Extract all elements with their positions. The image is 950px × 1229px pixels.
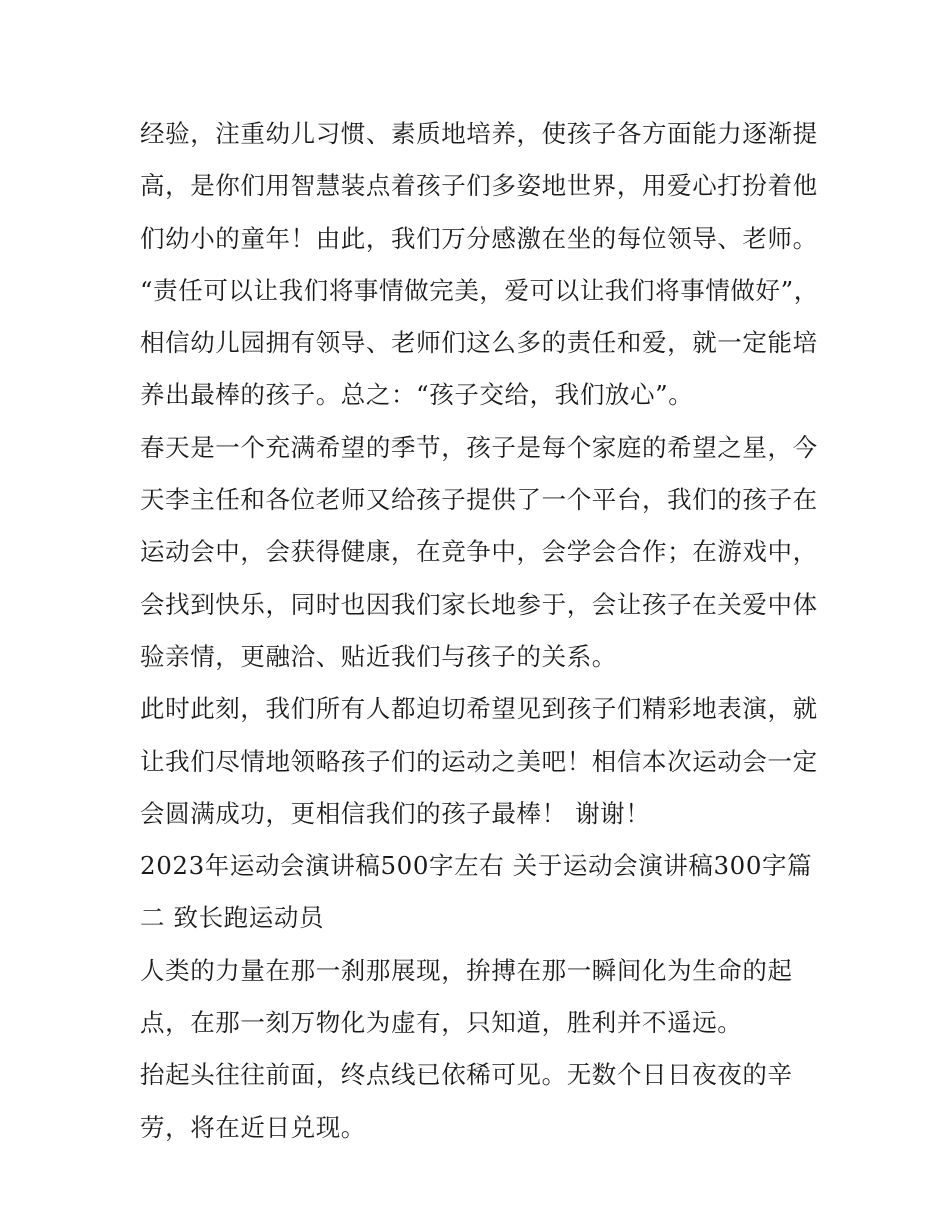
text-line: 养出最棒的孩子。总之：“孩子交给，我们放心”。 bbox=[140, 380, 694, 410]
section-heading-line: 2023年运动会演讲稿500字左右 关于运动会演讲稿300字篇 bbox=[140, 851, 813, 881]
text-line: 相信幼儿园拥有领导、老师们这么多的责任和爱，就一定能培 bbox=[140, 328, 818, 358]
text-line: 让我们尽情地领略孩子们的运动之美吧！相信本次运动会一定 bbox=[140, 746, 818, 776]
text-line: 此时此刻，我们所有人都迫切希望见到孩子们精彩地表演，就 bbox=[140, 694, 818, 724]
section-heading-line: 二 致长跑运动员 bbox=[140, 903, 325, 933]
text-line: 高，是你们用智慧装点着孩子们多姿地世界，用爱心打扮着他 bbox=[140, 171, 818, 201]
text-line: 验亲情，更融洽、贴近我们与孩子的关系。 bbox=[140, 641, 617, 671]
text-line: 们幼小的童年！由此，我们万分感激在坐的每位领导、老师。 bbox=[140, 223, 818, 253]
text-line: 会圆满成功，更相信我们的孩子最棒！ 谢谢！ bbox=[140, 798, 651, 828]
text-line: “责任可以让我们将事情做完美，爱可以让我们将事情做好”， bbox=[140, 275, 819, 305]
text-line: 天李主任和各位老师又给孩子提供了一个平台，我们的孩子在 bbox=[140, 485, 818, 515]
text-line: 经验，注重幼儿习惯、素质地培养，使孩子各方面能力逐渐提 bbox=[140, 119, 818, 148]
document-body bbox=[140, 108, 820, 1154]
text-line: 春天是一个充满希望的季节，孩子是每个家庭的希望之星，今 bbox=[140, 432, 818, 462]
text-line: 会找到快乐，同时也因我们家长地参于，会让孩子在关爱中体 bbox=[140, 589, 818, 619]
text-line: 劳，将在近日兑现。 bbox=[140, 1112, 366, 1142]
text-line: 人类的力量在那一刹那展现，拚搏在那一瞬间化为生命的起 bbox=[140, 955, 793, 985]
text-line: 点，在那一刻万物化为虚有，只知道，胜利并不遥远。 bbox=[140, 1008, 743, 1038]
text-line: 抬起头往往前面，终点线已依稀可见。无数个日日夜夜的辛 bbox=[140, 1060, 793, 1090]
text-line: 运动会中，会获得健康，在竞争中，会学会合作；在游戏中， bbox=[140, 537, 818, 567]
